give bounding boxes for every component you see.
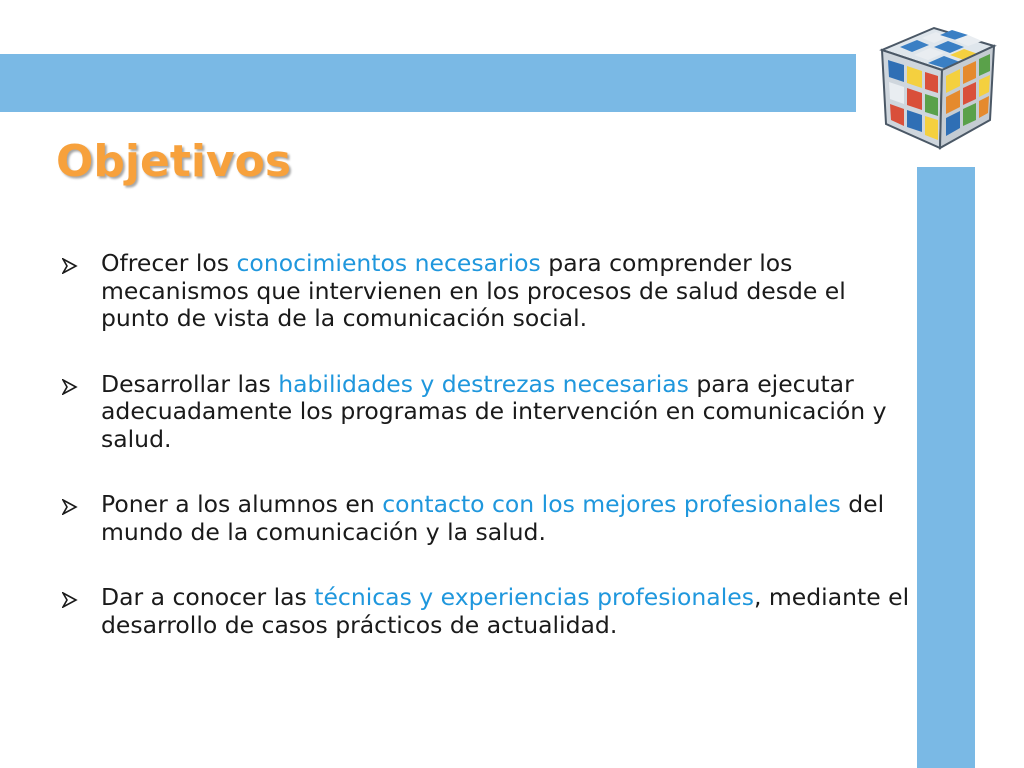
arrow-bullet-icon: [62, 379, 78, 395]
list-item: [60, 491, 920, 546]
list-item: [60, 584, 920, 639]
list-item: [60, 250, 920, 333]
bullet-text-end: para ejecutar adecuadamente los programas de intervención en comunicación y salud.: [101, 369, 887, 453]
top-decorative-band: [0, 54, 856, 112]
bullet-highlight: conocimientos necesarios: [236, 249, 541, 277]
bullet-highlight: contacto con los mejores profesionales: [382, 490, 841, 518]
bullet-text-start: Dar a conocer las: [101, 583, 315, 611]
side-decorative-band: [917, 167, 975, 768]
list-item: [60, 371, 920, 454]
bullet-text-start: Desarrollar las: [101, 369, 279, 398]
bullet-text-end: del mundo de la comunicación y la salud.: [101, 490, 885, 546]
bullet-text-start: Poner a los alumnos en: [101, 490, 383, 518]
arrow-bullet-icon: [62, 499, 78, 515]
slide-title: Objetivos: [56, 136, 292, 187]
bullet-highlight: habilidades y destrezas necesarias: [278, 369, 689, 398]
bullet-text-end: para comprender los mecanismos que intervienen en los procesos de salud desde el punto de vista de la comunicación social.: [101, 249, 846, 332]
arrow-bullet-icon: [62, 592, 78, 608]
bullet-text-start: Ofrecer los: [101, 249, 237, 277]
bullet-text-end: , mediante el desarrollo de casos prácticos de actualidad.: [101, 583, 910, 639]
bullet-highlight: técnicas y experiencias profesionales: [314, 583, 754, 611]
objectives-list: [60, 250, 920, 677]
rubiks-cube-icon: [872, 20, 1004, 160]
arrow-bullet-icon: [62, 258, 78, 274]
